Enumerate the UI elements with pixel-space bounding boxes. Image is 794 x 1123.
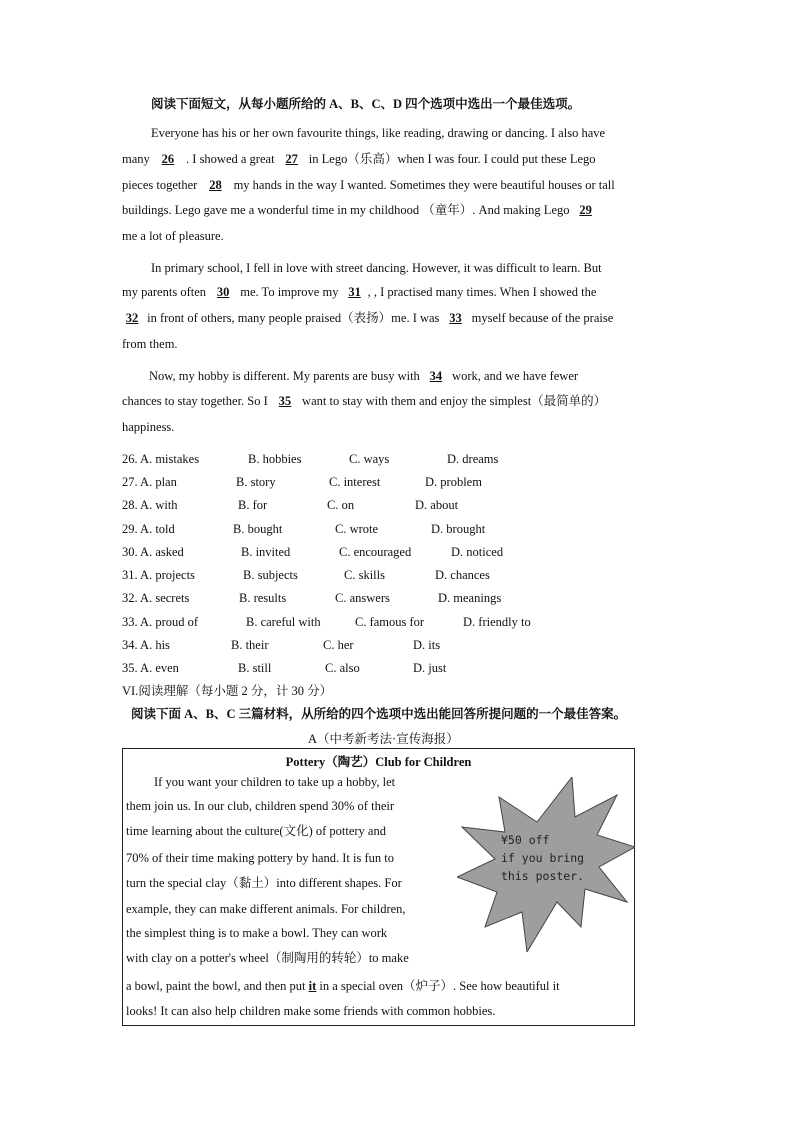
- q34-c: C. her: [323, 638, 354, 652]
- text: many: [122, 152, 150, 166]
- text: buildings. Lego gave me a wonderful time in my childhood （童年）. And making Lego: [122, 203, 570, 217]
- section-instruction: 阅读下面 A、B、C 三篇材料，从所给的四个选项中选出能回答所提问题的一个最佳答案。: [131, 707, 627, 721]
- p2-line4: from them.: [122, 337, 178, 351]
- blank-29: 29: [579, 203, 592, 217]
- p3-line2: [122, 393, 606, 409]
- blank-26: 26: [161, 152, 175, 166]
- p1-line5: me a lot of pleasure.: [122, 229, 224, 243]
- blank-32: 32: [125, 311, 139, 325]
- q32-b: B. results: [239, 591, 287, 605]
- q30-d: D. noticed: [451, 545, 504, 559]
- discount-starburst: [457, 777, 635, 952]
- text: . I showed a great: [186, 152, 275, 166]
- text: want to stay with them and enjoy the simplest（最简单的）: [302, 394, 607, 408]
- q31-a: 31. A. projects: [122, 568, 195, 582]
- q34-b: B. their: [231, 638, 269, 652]
- underlined-it: it: [308, 979, 317, 993]
- p3-line1: [149, 368, 578, 384]
- reading-instruction: 阅读下面短文，从每小题所给的 A、B、C、D 四个选项中选出一个最佳选项。: [151, 97, 581, 111]
- q33-a: 33. A. proud of: [122, 615, 199, 629]
- q29-b: B. bought: [233, 522, 283, 536]
- q26-c: C. ways: [349, 452, 390, 466]
- q33-d: D. friendly to: [463, 615, 531, 629]
- blank-27: 27: [285, 152, 298, 166]
- part-a-label: A（中考新考法·宣传海报）: [308, 732, 459, 746]
- text: , , I practised many times. When I showed the: [367, 285, 597, 299]
- p2-line2: [122, 284, 596, 300]
- q31-c: C. skills: [344, 568, 385, 582]
- q28-b: B. for: [238, 498, 268, 512]
- text: in Lego（乐高）when I was four. I could put these Lego: [308, 152, 596, 166]
- poster-line-9: [126, 978, 560, 994]
- q32-c: C. answers: [335, 591, 390, 605]
- text: me. To improve my: [240, 285, 339, 299]
- q33-c: C. famous for: [355, 615, 425, 629]
- p1-line3: [122, 177, 615, 193]
- q35-b: B. still: [238, 661, 272, 675]
- text: pieces together: [122, 178, 198, 192]
- text: in front of others, many people praised（表扬）me. I was: [147, 311, 440, 325]
- q27-b: B. story: [236, 475, 276, 489]
- q27-d: D. problem: [425, 475, 482, 489]
- q31-d: D. chances: [435, 568, 490, 582]
- q27-c: C. interest: [329, 475, 381, 489]
- blank-31: 31: [348, 285, 361, 299]
- poster-line-1: If you want your children to take up a hobby, let: [154, 775, 396, 789]
- p2-line3: [122, 310, 613, 326]
- q35-d: D. just: [413, 661, 447, 675]
- poster-title: Pottery（陶艺）Club for Children: [285, 755, 472, 769]
- text: work, and we have fewer: [452, 369, 579, 383]
- q33-b: B. careful with: [246, 615, 321, 629]
- text: my hands in the way I wanted. Sometimes they were beautiful houses or tall: [233, 178, 615, 192]
- q26-d: D. dreams: [447, 452, 499, 466]
- q29-c: C. wrote: [335, 522, 379, 536]
- q28-d: D. about: [415, 498, 459, 512]
- q26-a: 26. A. mistakes: [122, 452, 200, 466]
- poster-line-10: looks! It can also help children make some friends with common hobbies.: [126, 1004, 496, 1018]
- q32-a: 32. A. secrets: [122, 591, 190, 605]
- p2-line1: In primary school, I fell in love with street dancing. However, it was difficult to learn. But: [151, 261, 602, 275]
- blank-33: 33: [449, 311, 462, 325]
- star-line-3: this poster.: [501, 869, 585, 883]
- q34-a: 34. A. his: [122, 638, 170, 652]
- text: in a special oven（炉子）. See how beautiful it: [319, 979, 560, 993]
- q27-a: 27. A. plan: [122, 475, 177, 489]
- poster-line-3: time learning about the culture(文化) of pottery and: [126, 824, 386, 838]
- text: Now, my hobby is different. My parents are busy with: [149, 369, 420, 383]
- q34-d: D. its: [413, 638, 441, 652]
- poster-line-5: turn the special clay（黏土）into different shapes. For: [126, 876, 402, 890]
- blank-28: 28: [209, 178, 222, 192]
- p1-line1: Everyone has his or her own favourite things, like reading, drawing or dancing. I also have: [151, 126, 606, 140]
- q31-b: B. subjects: [243, 568, 298, 582]
- q26-b: B. hobbies: [248, 452, 302, 466]
- p1-line4: [122, 202, 599, 218]
- p1-line2: [122, 151, 596, 167]
- poster-line-2: them join us. In our club, children spend 30% of their: [126, 799, 394, 813]
- text: a bowl, paint the bowl, and then put: [126, 979, 306, 993]
- q28-c: C. on: [327, 498, 355, 512]
- text: chances to stay together. So I: [122, 394, 268, 408]
- poster-line-7: the simplest thing is to make a bowl. They can work: [126, 926, 388, 940]
- q32-d: D. meanings: [438, 591, 502, 605]
- poster-line-4: 70% of their time making pottery by hand. It is fun to: [126, 851, 395, 865]
- q30-c: C. encouraged: [339, 545, 412, 559]
- q28-a: 28. A. with: [122, 498, 178, 512]
- q29-d: D. brought: [431, 522, 486, 536]
- text: my parents often: [122, 285, 207, 299]
- poster-line-8: with clay on a potter's wheel（制陶用的转轮）to make: [126, 951, 409, 965]
- star-line-1: ¥50 off: [501, 833, 550, 847]
- p3-line3: happiness.: [122, 420, 175, 434]
- text: myself because of the praise: [471, 311, 614, 325]
- q35-a: 35. A. even: [122, 661, 179, 675]
- blank-30: 30: [216, 285, 230, 299]
- q30-b: B. invited: [241, 545, 291, 559]
- star-line-2: if you bring: [501, 851, 585, 865]
- blank-34: 34: [429, 369, 443, 383]
- section-heading: VI.阅读理解（每小题 2 分，计 30 分）: [122, 684, 333, 698]
- poster-line-6: example, they can make different animals. For children,: [126, 902, 406, 916]
- blank-35: 35: [278, 394, 292, 408]
- q29-a: 29. A. told: [122, 522, 175, 536]
- q35-c: C. also: [325, 661, 360, 675]
- q30-a: 30. A. asked: [122, 545, 184, 559]
